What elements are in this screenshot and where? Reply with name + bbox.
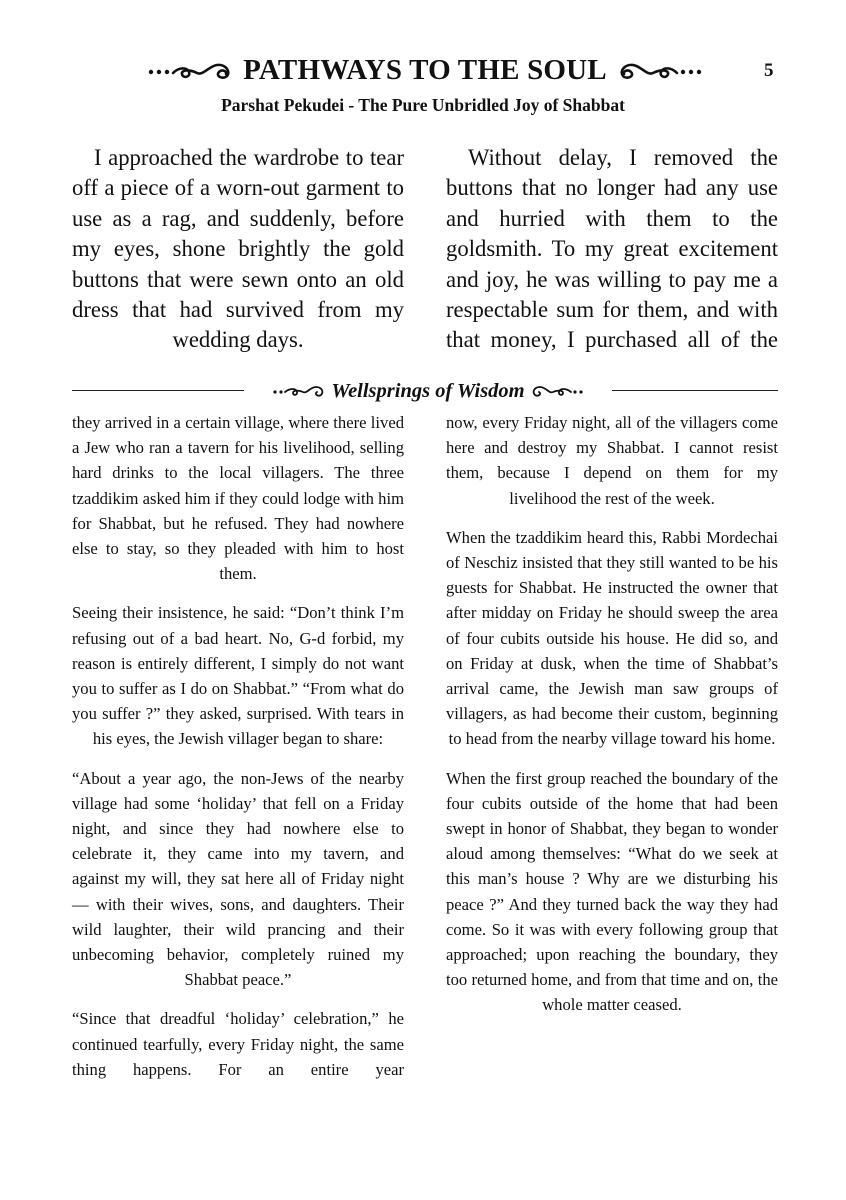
swirl-ornament-icon: [147, 57, 237, 83]
page-subtitle: Parshat Pekudei - The Pure Unbridled Joy of Shabbat: [221, 95, 625, 115]
story-paragraph: Seeing their insistence, he said: “Don’t think I’m refusing out of a bad heart. No, G-d forbid, my reason is entirely different, I simply do not want you to suffer as I do on Shabbat.” “From what do you suffer ?” they asked, surprised. With tears in his eyes, the Jewish villager began to share:: [72, 603, 404, 749]
intro-paragraph: I approached the wardrobe to tear off a piece of a worn-out garment to use as a rag, and suddenly, before my eyes, shone brightly the gold buttons that were sewn onto an old dress that had survived from my wedding days.: [72, 145, 404, 353]
story-paragraph: When the tzaddikim heard this, Rabbi Mordechai of Neschiz insisted that they still wanted to be his guests for Shabbat. He instructed the owner that after midday on Friday he should sweep the area of four cubits outside his house. He did so, and on Friday at dusk, when the time of Shabbat’s arrival came, the Jewish man saw groups of villagers, as had become their custom, beginning to head from the nearby village toward his home.: [446, 527, 778, 749]
section-title: Wellsprings of Wisdom: [331, 379, 525, 402]
masthead: [130, 50, 720, 90]
publication-title: PATHWAYS TO THE SOUL: [243, 53, 607, 86]
section-heading: [244, 374, 612, 408]
small-swirl-ornament-icon: [530, 383, 584, 399]
section-divider: [72, 374, 778, 408]
story-paragraph: they arrived in a certain village, where there lived a Jew who ran a tavern for his livelihood, selling hard drinks to the local villagers. The three tzaddikim asked him if they could lodge with him for Shabbat, but he refused. They had nowhere else to stay, so they pleaded with him to host them.: [72, 413, 404, 584]
divider-line: [72, 390, 244, 391]
swirl-ornament-icon: [613, 57, 703, 83]
story-column-right: [446, 410, 778, 1032]
story-paragraph: now, every Friday night, all of the villagers come here and destroy my Shabbat. I cannot resist them, because I depend on them for my livelihood the rest of the week.: [446, 413, 778, 508]
divider-line: [612, 390, 778, 391]
story-column-left: [72, 410, 404, 1096]
intro-column-left: [72, 143, 404, 356]
intro-column-right: [446, 143, 778, 356]
page-header: [0, 50, 846, 90]
intro-paragraph: Without delay, I removed the buttons that no longer had any use and hurried with them to the goldsmith. To my great excitement and joy, he was willing to pay me a respectable sum for them, and with that money, I purchased all of the: [446, 145, 778, 353]
story-paragraph: “Since that dreadful ‘holiday’ celebration,” he continued tearfully, every Friday night, the same thing happens. For an entire year: [72, 1009, 404, 1079]
story-paragraph: When the first group reached the boundary of the four cubits outside of the home that had been swept in honor of Shabbat, they began to wonder aloud among themselves: “What do we seek at this man’s house ? Why are we disturbing his peace ?” And they turned back the way they had come. So it was with every following group that approached; upon reaching the boundary, they too returned home, and from that time and on, the whole matter ceased.: [446, 768, 778, 1015]
story-paragraph: “About a year ago, the non-Jews of the nearby village had some ‘holiday’ that fell on a Friday night, and since they had nowhere else to celebrate it, they came into my tavern, and against my will, they sat here all of Friday night — with their wives, sons, and daughters. Their wild laughter, their wild prancing and their unbecoming behavior, completely ruined my Shabbat peace.”: [72, 768, 404, 990]
page-number: 5: [764, 60, 774, 81]
small-swirl-ornament-icon: [272, 383, 326, 399]
